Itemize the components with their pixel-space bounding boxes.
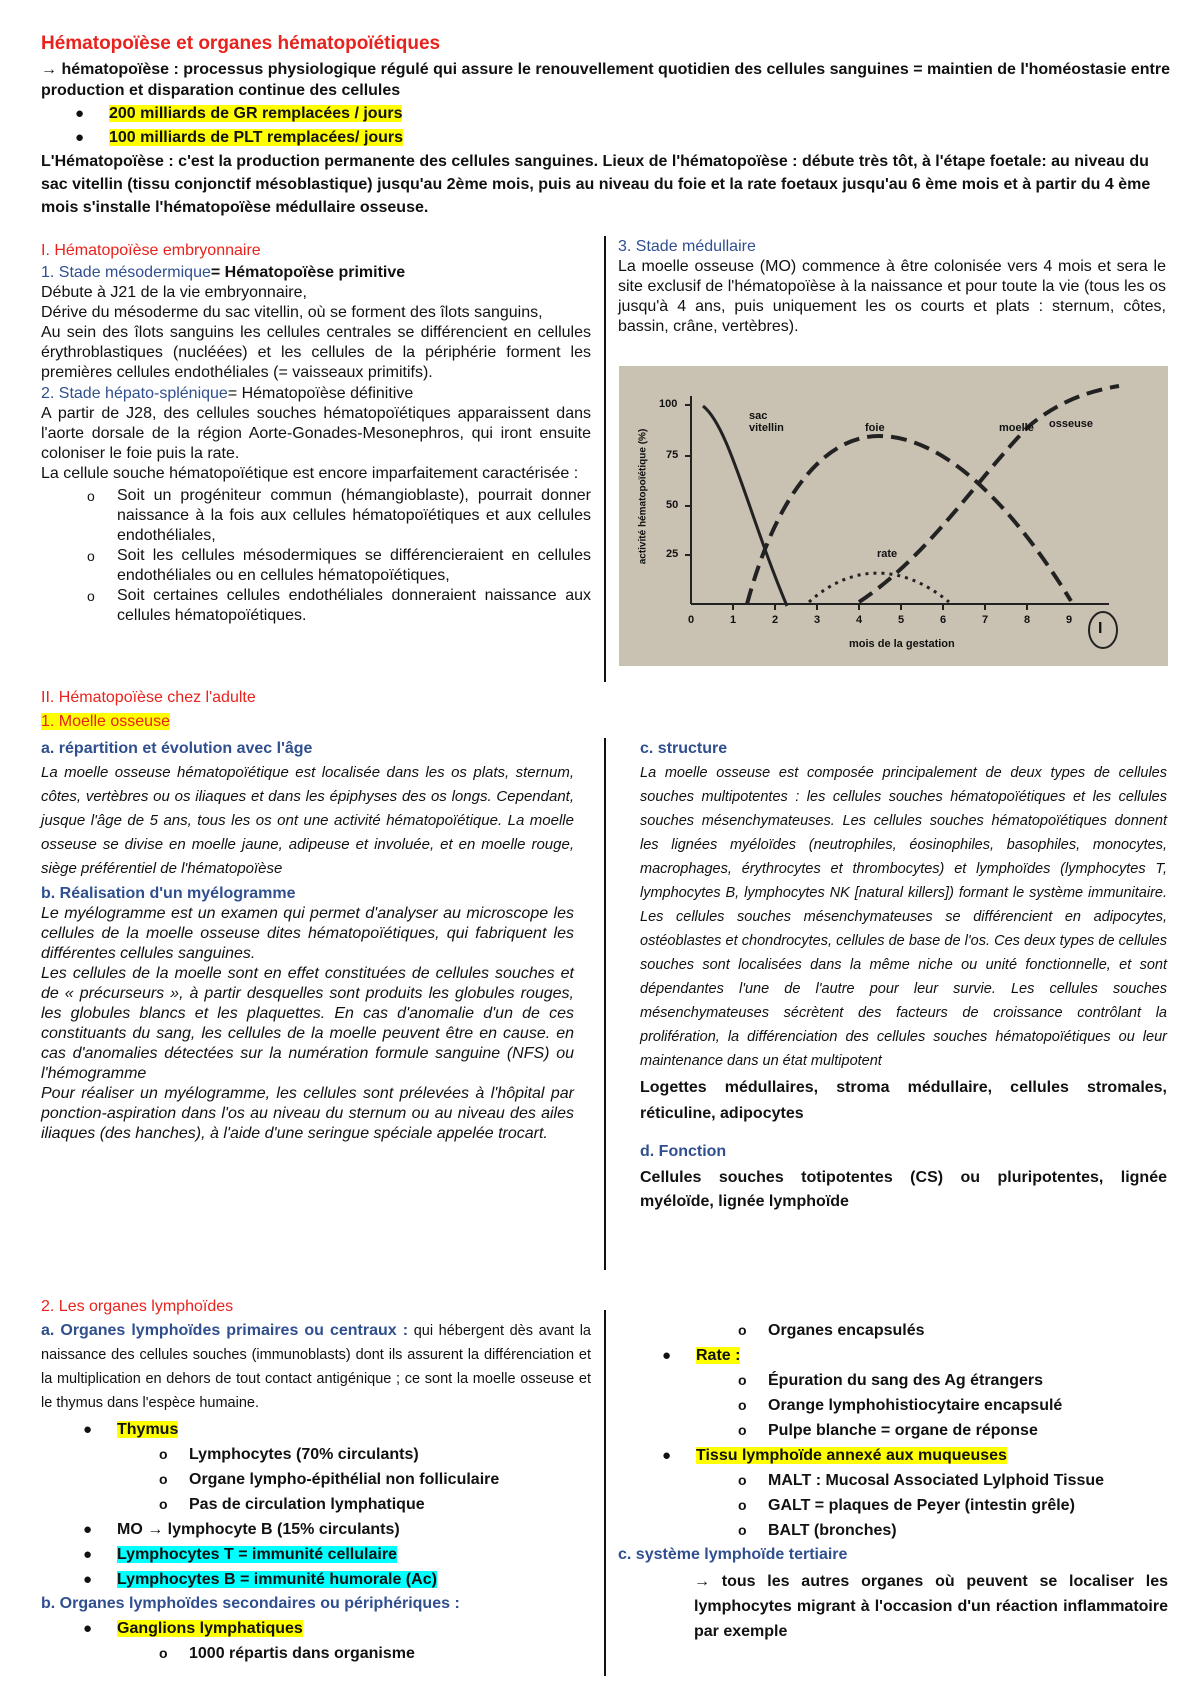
- stage2-list: [87, 486, 591, 626]
- stage3-heading: 3. Stade médullaire: [618, 238, 756, 255]
- list-item: ● Rate : o Épuration du sang des Ag étrangers o Orange lymphohistiocytaire encapsulé o Pulpe blanche = organe de réponse: [696, 1343, 1168, 1443]
- lymph-right-list: [662, 1318, 1168, 1543]
- list-item: o Soit certaines cellules endothéliales donneraient naissance aux cellules hématopoïétiques.: [87, 587, 591, 624]
- xtick-label: 9: [1066, 614, 1073, 626]
- stage3-text: La moelle osseuse (MO) commence à être colonisée vers 4 mois et sera le site exclusif de l'hématopoïèse à la naissance et pour toute la vie (tous les os jusqu'à 4 ans, puis uniquement les os courts et plats : sternum, côtes, bassin, crâne, vertèbres).: [618, 258, 1166, 335]
- graph-xlabel: mois de la gestation: [849, 638, 955, 650]
- ytick-label: 100: [659, 398, 678, 410]
- lymph-heading: 2. Les organes lymphoïdes: [41, 1298, 234, 1315]
- lymph-c-title: c. système lymphoïde tertiaire: [618, 1546, 848, 1563]
- lymph-b-list: [83, 1616, 591, 1666]
- xtick-label: 2: [772, 614, 779, 626]
- graph-label-foie: foie: [865, 422, 885, 434]
- stage2-text: A partir de J28, des cellules souches hématopoïétiques apparaissent dans l'aorte dorsale de la région Aorte-Gonades-Mesonephros, qui iront ensuite coloniser le foie puis la rate. La cellule souche hématopoïétique est encore imparfaitement caractérisée :: [41, 405, 591, 482]
- list-item: o Organe lympho-épithélial non folliculaire: [159, 1471, 500, 1488]
- list-item: ● Thymus o Lymphocytes (70% circulants) o Organe lympho-épithélial non folliculaire o Pas de circulation lymphatique: [117, 1417, 591, 1517]
- moelle-heading: 1. Moelle osseuse: [41, 713, 170, 730]
- column-divider: [604, 738, 606, 1270]
- graph-label-osseuse: osseuse: [1049, 418, 1094, 430]
- hematopoiesis-graph: [619, 366, 1168, 666]
- list-item: o BALT (bronches): [738, 1522, 897, 1539]
- graph-label-moelle: moelle: [999, 422, 1034, 434]
- lymph-a-list: [83, 1417, 591, 1592]
- list-item: o Soit les cellules mésodermiques se différencieraient en cellules endothéliales ou en cellules hématopoïétiques,: [87, 547, 591, 584]
- graph-mark-circle: [1089, 612, 1117, 648]
- list-item: o Orange lymphohistiocytaire encapsulé: [738, 1397, 1063, 1414]
- xtick-label: 0: [688, 614, 695, 626]
- column-divider: [604, 236, 606, 682]
- xtick-label: 8: [1024, 614, 1031, 626]
- list-item: o Soit un progéniteur commun (hémangioblaste), pourrait donner naissance à la fois aux cellules hématopoïétiques et aux cellules endothéliales,: [87, 487, 591, 544]
- sac-vitellin-curve: [703, 406, 787, 606]
- list-item: o Organes encapsulés: [738, 1322, 925, 1339]
- list-item: ● Lymphocytes B = immunité humorale (Ac): [83, 1571, 437, 1588]
- section2-heading: II. Hématopoïèse chez l'adulte: [41, 689, 256, 706]
- graph-svg: [619, 366, 1168, 666]
- list-item: ● Ganglions lymphatiques o 1000 répartis dans organisme: [117, 1616, 591, 1666]
- intro-bullets: [75, 103, 1171, 148]
- subsection-b-title: b. Réalisation d'un myélogramme: [41, 885, 296, 902]
- intro-paragraph: L'Hématopoïèse : c'est la production permanente des cellules sanguines. Lieux de l'hématopoïèse : débute très tôt, à l'étape foetale: au niveau du sac vitellin (tissu conjonctif mésoblastique) jusqu'au 2ème mois, puis au niveau du foie et la rate foetaux jusqu'au 6 ème mois et à partir du 4 ème mois s'installe l'hématopoïèse médullaire osseuse.: [41, 153, 1151, 216]
- subsection-d-text: Cellules souches totipotentes (CS) ou pluripotentes, lignée myéloïde, lignée lymphoïde: [640, 1169, 1167, 1210]
- list-item: o Pas de circulation lymphatique: [159, 1496, 425, 1513]
- list-item: o Pulpe blanche = organe de réponse: [738, 1422, 1038, 1439]
- list-item: ● Tissu lymphoïde annexé aux muqueuses o MALT : Mucosal Associated Lylphoid Tissue o GALT = plaques de Peyer (intestin grêle) o BALT (bronches): [696, 1443, 1168, 1543]
- xtick-label: 5: [898, 614, 905, 626]
- xtick-label: 1: [730, 614, 737, 626]
- subsection-c-title: c. structure: [640, 740, 728, 757]
- subsection-a-text: La moelle osseuse hématopoïétique est localisée dans les os plats, sternum, côtes, vertèbres ou os iliaques et dans les épiphyses des os longs. Cependant, jusque l'âge de 5 ans, tous les os ont une activité hématopoïétique. La moelle osseuse se divise en moelle jaune, adipeuse et involuée, et en moelle rouge, siège préférentiel de l'hématopoïèse: [41, 764, 574, 877]
- column-divider: [604, 1310, 606, 1676]
- list-item: o MALT : Mucosal Associated Lylphoid Tissue: [738, 1472, 1105, 1489]
- foie-curve: [747, 436, 1071, 604]
- section1-heading: I. Hématopoïèse embryonnaire: [41, 242, 261, 259]
- xtick-label: 4: [856, 614, 863, 626]
- graph-mark: I: [1098, 620, 1103, 637]
- list-item: o GALT = plaques de Peyer (intestin grêle): [738, 1497, 1075, 1514]
- stage1-heading: 1. Stade mésodermique= Hématopoïèse primitive: [41, 264, 406, 281]
- lymph-a-paragraph: a. Organes lymphoïdes primaires ou centraux : qui hébergent dès avant la naissance des cellules souches (immunoblasts) dont ils assurent la différenciation et la multiplication en dehors de tout contact antigénique ; ce sont la moelle osseuse et le thymus dans l'espèce humaine.: [41, 1322, 592, 1411]
- subsection-d-title: d. Fonction: [640, 1143, 727, 1160]
- list-item: ● Lymphocytes T = immunité cellulaire: [83, 1546, 397, 1563]
- list-item: o 1000 répartis dans organisme: [159, 1645, 415, 1662]
- graph-label-rate: rate: [877, 548, 898, 560]
- subsection-c-bold: Logettes médullaires, stroma médullaire, cellules stromales, réticuline, adipocytes: [640, 1079, 1167, 1122]
- ytick-label: 25: [666, 548, 679, 560]
- list-item: ● MO → lymphocyte B (15% circulants): [83, 1521, 400, 1538]
- page-title: Hématopoïèse et organes hématopoïétiques: [41, 33, 441, 54]
- graph-ylabel: activité hématopoïétique (%): [637, 428, 649, 565]
- lymph-c-text: → tous les autres organes où peuvent se localiser les lymphocytes migrant à l'occasion d'un réaction inflammatoire par exemple: [694, 1573, 1168, 1640]
- ytick-label: 75: [666, 449, 679, 461]
- subsection-c-text: La moelle osseuse est composée principalement de deux types de cellules souches multipotentes : les cellules souches hématopoïétiques et les cellules souches mésenchymateuses. Les cellules souches hématopoïétiques donnent les lignées myéloïdes (neutrophiles, éosinophiles, basophiles, monocytes, macrophages, érythrocytes et thrombocytes) et lymphoïdes (lymphocytes T, lymphocytes B, lymphocytes NK [natural killers]) formant le système immunitaire. Les cellules souches mésenchymateuses se différencient en adipocytes, ostéoblastes et chondrocytes, cellules de base de l'os. Ces deux types de cellules souches sont localisées dans la même niche ou unité fonctionnelle, et sont dépendantes l'une de l'autre pour leur survie. Les cellules souches mésenchymateuses sécrètent des facteurs de croissance contrôlant la prolifération, la différenciation des cellules souches hématopoïétiques ou leur maintenance dans un état multipotent: [640, 765, 1167, 1069]
- xtick-label: 7: [982, 614, 989, 626]
- graph-label-sac: sac vitellin: [749, 410, 784, 434]
- lymph-b-title: b. Organes lymphoïdes secondaires ou périphériques :: [41, 1595, 460, 1612]
- xtick-label: 3: [814, 614, 821, 626]
- subsection-a-title: a. répartition et évolution avec l'âge: [41, 740, 313, 757]
- list-item: o Épuration du sang des Ag étrangers: [738, 1372, 1044, 1389]
- xtick-label: 6: [940, 614, 947, 626]
- list-item: ● 200 milliards de GR remplacées / jours: [75, 105, 403, 122]
- subsection-b-text: Le myélogramme est un examen qui permet d'analyser au microscope les cellules de la moelle osseuse dites hématopoïétiques, qui fabriquent les différentes cellules sanguines. Les cellules de la moelle sont en effet constituées de cellules souches et de « précurseurs », à partir desquelles sont produits les globules rouges, les globules blancs et les plaquettes. En cas d'anomalie d'un de ces constituants du sang, les cellules de la moelle peuvent être en cause. en cas d'anomalies détectées sur la numération formule sanguine (NFS) ou l'hémogramme Pour réaliser un myélogramme, les cellules sont prélevées à l'hôpital par ponction-aspiration dans l'os au niveau du sternum ou au niveau des ailes iliaques (des hanches), à l'aide d'une seringue spéciale appelée trocart.: [41, 905, 574, 1142]
- list-item: ● 100 milliards de PLT remplacées/ jours: [75, 129, 404, 146]
- ytick-label: 50: [666, 499, 679, 511]
- intro-line: → hématopoïèse : processus physiologique régulé qui assure le renouvellement quotidien des cellules sanguines = maintien de l'homéostasie entre production et disparation continue des cellules: [41, 61, 1170, 99]
- stage1-text: Débute à J21 de la vie embryonnaire, Dérive du mésoderme du sac vitellin, où se forment des îlots sanguins, Au sein des îlots sanguins les cellules centrales se différencient en cellules érythroblastiques (nucléées) et les cellules de la périphérie forment les premières cellules endothéliales (= vaisseaux primitifs).: [41, 284, 591, 381]
- list-item: o Lymphocytes (70% circulants): [159, 1446, 419, 1463]
- stage2-heading: 2. Stade hépato-splénique= Hématopoïèse définitive: [41, 385, 414, 402]
